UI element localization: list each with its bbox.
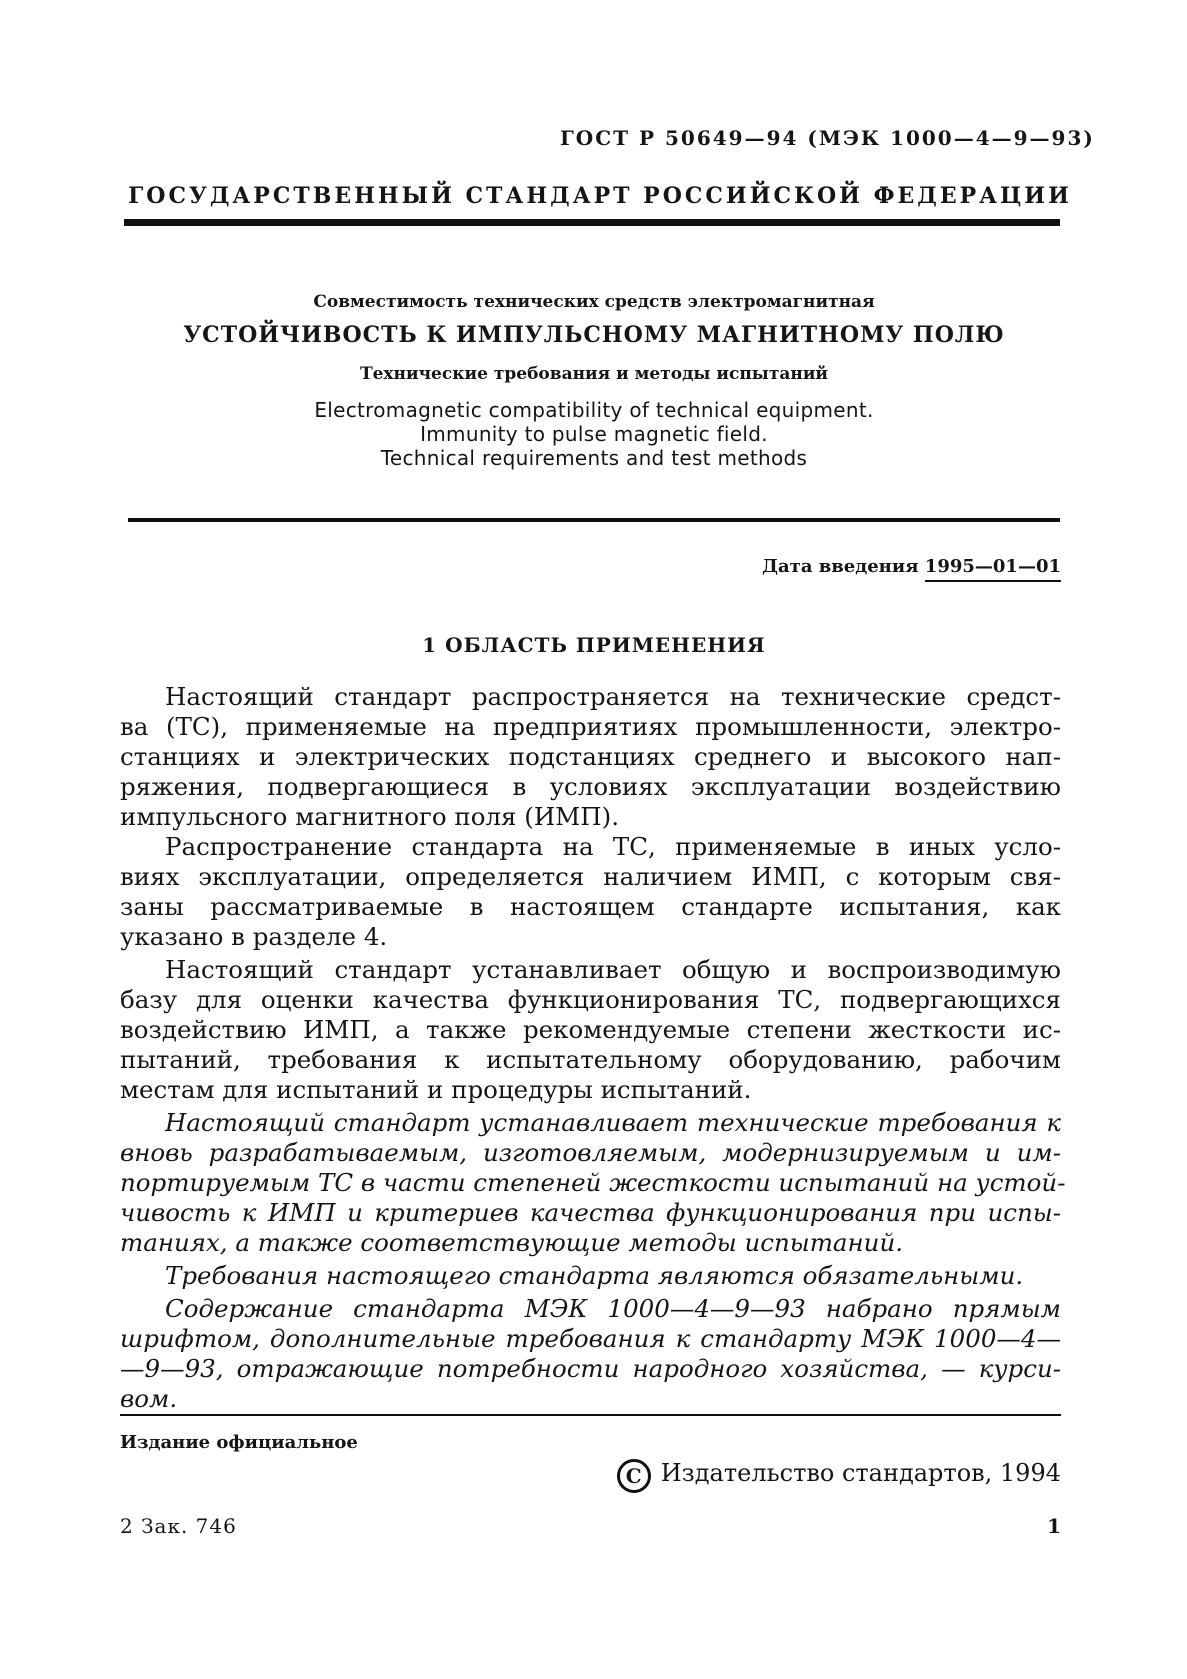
publisher-name: Издательство стандартов, 1994 bbox=[660, 1459, 1061, 1487]
body-text-line: местам для испытаний и процедуры испытаний. bbox=[120, 1075, 752, 1104]
document-title: УСТОЙЧИВОСТЬ К ИМПУЛЬСНОМУ МАГНИТНОМУ ПОЛЮ bbox=[183, 322, 1005, 348]
body-text-line: пытаний, требования к испытательному оборудованию, рабочим bbox=[120, 1045, 1061, 1074]
body-text-line-italic: Настоящий стандарт устанавливает технические требования к bbox=[165, 1108, 1061, 1137]
order-number: 2 Зак. 746 bbox=[120, 1514, 237, 1538]
body-text-line-italic: шрифтом, дополнительные требования к стандарту МЭК 1000—4— bbox=[120, 1324, 1061, 1353]
body-text-line: Настоящий стандарт распространяется на технические средст- bbox=[165, 682, 1061, 711]
title-rule-divider bbox=[128, 518, 1060, 522]
body-text-line-italic: таниях, а также соответствующие методы испытаний. bbox=[120, 1228, 904, 1257]
body-text-line-italic: чивость к ИМП и критериев качества функционирования при испы- bbox=[120, 1198, 1061, 1227]
body-text-line: Распространение стандарта на ТС, применяемые в иных усло- bbox=[165, 832, 1061, 861]
body-text-line-italic: вом. bbox=[120, 1384, 178, 1413]
body-text-line: виях эксплуатации, определяется наличием ИМП, с которым свя- bbox=[120, 862, 1061, 891]
body-text-line: базу для оценки качества функционирования ТС, подвергающихся bbox=[120, 985, 1061, 1014]
body-text-line: станциях и электрических подстанциях среднего и высокого нап- bbox=[120, 742, 1061, 771]
publisher-line bbox=[580, 1459, 1061, 1493]
introduction-date bbox=[700, 556, 1061, 577]
body-text-line-italic: вновь разрабатываемым, изготовляемым, модернизируемым и им- bbox=[120, 1138, 1061, 1167]
official-edition-label: Издание официальное bbox=[120, 1432, 358, 1453]
gost-code: ГОСТ Р 50649—94 (МЭК 1000—4—9—93) bbox=[560, 126, 1095, 150]
body-text-line: Настоящий стандарт устанавливает общую и воспроизводимую bbox=[165, 955, 1061, 984]
introduction-date-label: Дата введения bbox=[762, 556, 919, 577]
copyright-icon: C bbox=[617, 1459, 651, 1493]
page-number: 1 bbox=[1047, 1514, 1061, 1538]
body-text-line-italic: —9—93, отражающие потребности народного хозяйства, — курси- bbox=[120, 1354, 1061, 1383]
document-subtitle: Совместимость технических средств электромагнитная bbox=[313, 292, 875, 312]
top-rule-divider bbox=[124, 219, 1060, 226]
introduction-date-value: 1995—01—01 bbox=[925, 556, 1061, 582]
body-text-line-italic: Требования настоящего стандарта являются обязательными. bbox=[165, 1261, 1024, 1290]
body-text-line-italic: Содержание стандарта МЭК 1000—4—9—93 набрано прямым bbox=[165, 1294, 1061, 1323]
body-text-line: заны рассматриваемые в настоящем стандарте испытания, как bbox=[120, 892, 1061, 921]
english-title-line: Technical requirements and test methods bbox=[380, 446, 808, 470]
document-subtitle-requirements: Технические требования и методы испытаний bbox=[359, 364, 829, 384]
english-title-line: Immunity to pulse magnetic field. bbox=[420, 422, 768, 446]
footer-rule-divider bbox=[120, 1414, 1061, 1416]
body-text-line-italic: портируемым ТС в части степеней жесткости испытаний на устой- bbox=[120, 1168, 1066, 1197]
section-title: 1 ОБЛАСТЬ ПРИМЕНЕНИЯ bbox=[422, 633, 766, 657]
body-text-line: указано в разделе 4. bbox=[120, 922, 388, 951]
body-text-line: ва (ТС), применяемые на предприятиях промышленности, электро- bbox=[120, 712, 1061, 741]
body-text-line: воздействию ИМП, а также рекомендуемые степени жесткости ис- bbox=[120, 1015, 1061, 1044]
state-standard-heading: ГОСУДАРСТВЕННЫЙ СТАНДАРТ РОССИЙСКОЙ ФЕДЕРАЦИИ bbox=[128, 183, 1072, 209]
body-text-line: импульсного магнитного поля (ИМП). bbox=[120, 802, 619, 831]
english-title-line: Electromagnetic compatibility of technical equipment. bbox=[314, 398, 874, 422]
body-text-line: ряжения, подвергающиеся в условиях эксплуатации воздействию bbox=[120, 772, 1061, 801]
